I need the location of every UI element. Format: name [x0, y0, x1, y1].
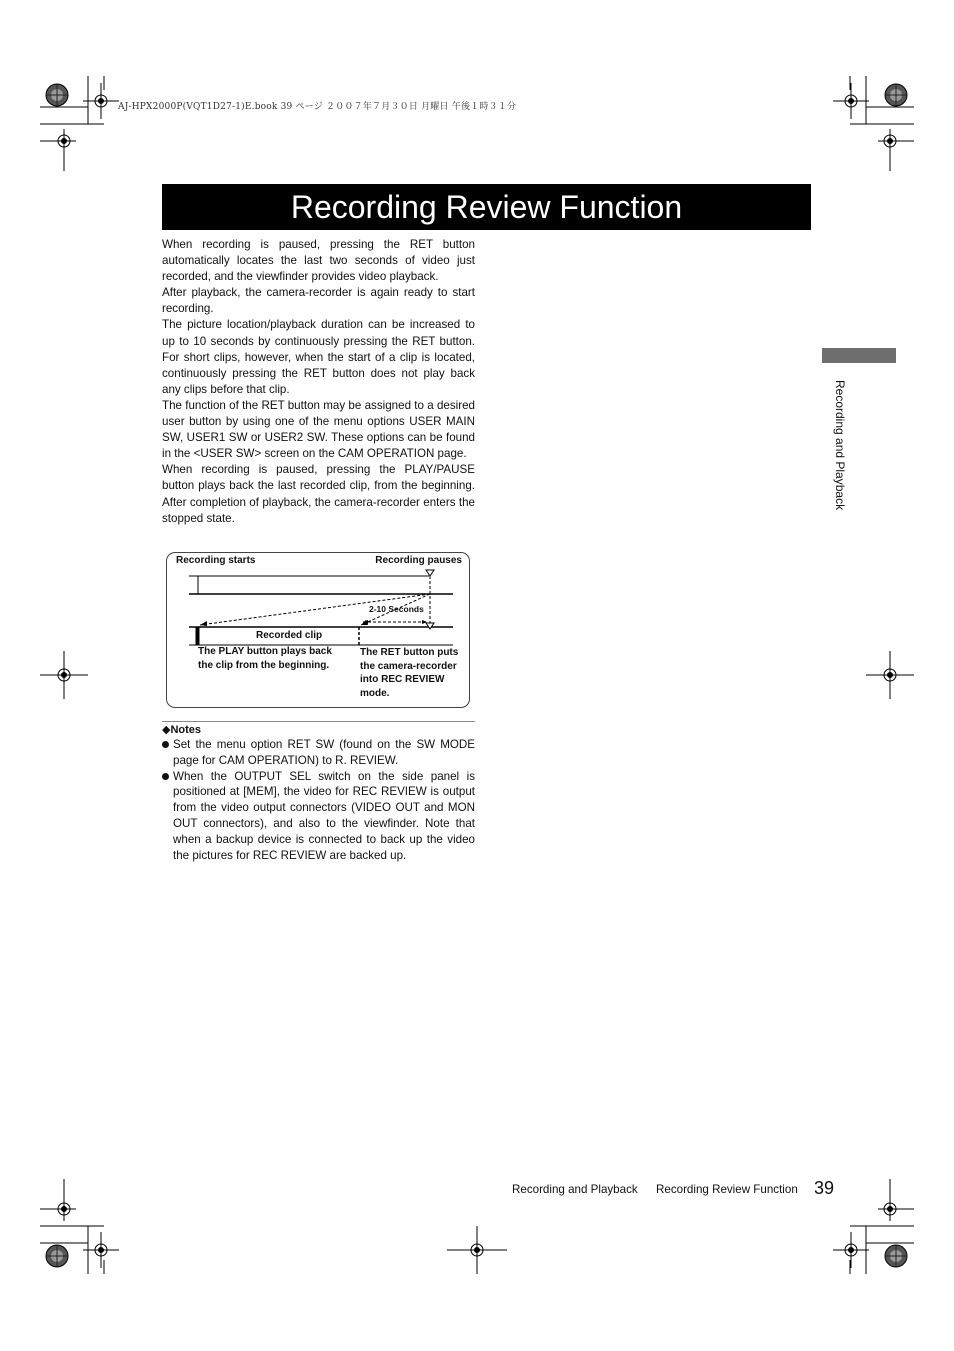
- list-item: [162, 769, 475, 864]
- print-header-info: AJ-HPX2000P(VQT1D27-1)E.book 39 ページ ２００７年７月３０日 月曜日 午後１時３１分: [118, 102, 517, 112]
- footer-topic: Recording Review Function: [656, 1183, 798, 1196]
- diamond-icon: ◆: [162, 724, 171, 736]
- pause-marker-icon: [426, 570, 434, 576]
- section-tab-label: Recording and Playback: [833, 380, 847, 511]
- body-paragraph: When recording is paused, pressing the PLAY/PAUSE button plays back the last recorded clip, from the beginning. After completion of playback, the camera-recorder enters the stopped state.: [162, 463, 475, 525]
- notes-list: [162, 737, 475, 863]
- body-paragraph: When recording is paused, pressing the RET button automatically locates the last two seconds of video just recorded, and the viewfinder provides video playback.: [162, 238, 475, 284]
- notes-heading: [162, 723, 201, 736]
- page-number: 39: [814, 1178, 835, 1198]
- section-tab: [822, 348, 896, 363]
- footer-section: Recording and Playback: [512, 1183, 638, 1196]
- notes-heading-label: Notes: [170, 724, 202, 736]
- page-title: Recording Review Function: [162, 184, 811, 230]
- recording-pauses-label: Recording pauses: [375, 555, 462, 566]
- list-item: [162, 737, 475, 769]
- seconds-label: 2-10 Seconds: [369, 604, 424, 614]
- recorded-clip-label: Recorded clip: [256, 630, 323, 641]
- bullet-icon: [162, 773, 169, 780]
- notes-divider: [162, 721, 475, 722]
- clip-start-marker: [196, 627, 199, 645]
- ret-note: The RET button puts the camera-recorder into REC REVIEW mode.: [360, 647, 459, 699]
- recording-review-diagram: [166, 552, 470, 708]
- body-paragraph: The function of the RET button may be assigned to a desired user button by using one of the menu options USER MAIN SW, USER1 SW or USER2 SW. These options can be found in the <USER SW> screen on the CAM OPERATION page.: [162, 398, 475, 461]
- body-text: [162, 237, 475, 527]
- bullet-icon: [162, 741, 169, 748]
- ret-marker-icon: [426, 623, 434, 629]
- body-paragraph: The picture location/playback duration can be increased to up to 10 seconds by continuously pressing the RET button. For short clips, however, when the start of a clip is located, continuously pressing the RET button does not play back any clips before that clip.: [162, 318, 475, 396]
- note-text: Set the menu option RET SW (found on the SW MODE page for CAM OPERATION) to R. REVIEW.: [173, 738, 475, 767]
- play-note: The PLAY button plays back the clip from the beginning.: [198, 646, 332, 671]
- recording-starts-label: Recording starts: [176, 555, 256, 566]
- note-text: When the OUTPUT SEL switch on the side panel is positioned at [MEM], the video for REC REVIEW is output from the video output connectors (VIDEO OUT and MON OUT connectors), and also to the viewfinder. Note that when a backup device is connected to back up the video the pictures for REC REVIEW are backed up.: [173, 769, 475, 862]
- body-paragraph: After playback, the camera-recorder is again ready to start recording.: [162, 286, 475, 316]
